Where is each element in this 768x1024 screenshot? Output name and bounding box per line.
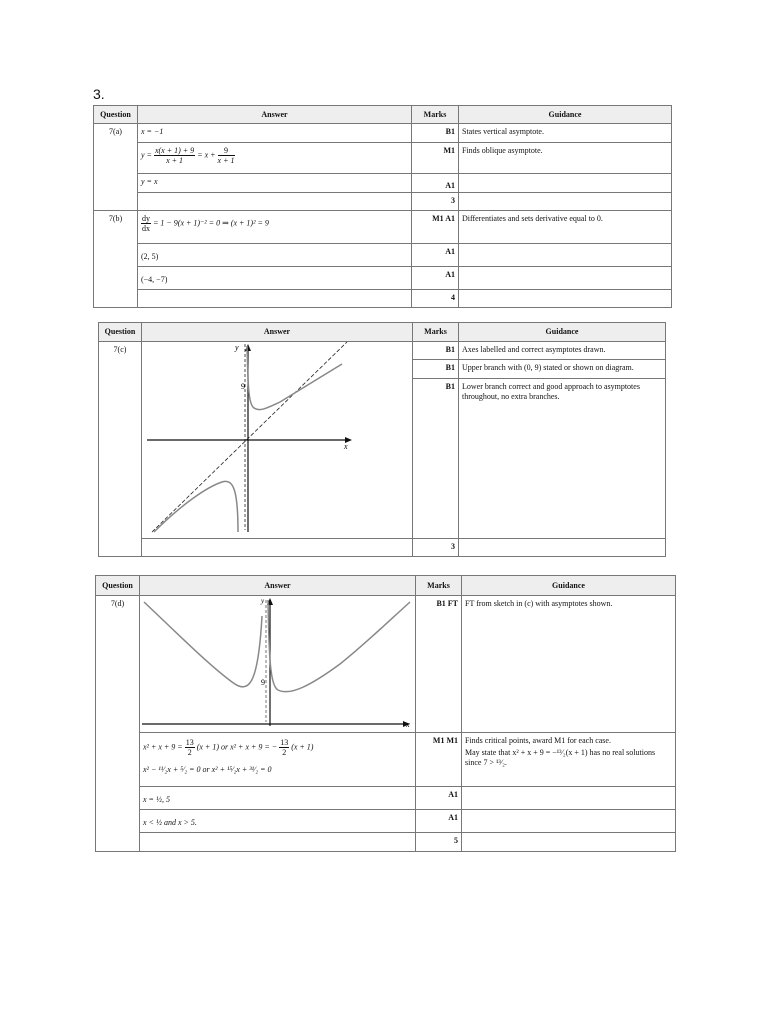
fraction: $\frac{dy}{dx}$ xyxy=(142,214,150,233)
answer-cell: x = −1 xyxy=(138,124,412,143)
answer-cell: x = ½, 5 xyxy=(140,787,416,810)
table-row xyxy=(94,211,672,244)
question-label-7a: 7(a) xyxy=(94,124,138,211)
guidance-cell xyxy=(459,539,666,557)
fraction: $\frac{x(x + 1) + 9}{x + 1}$ xyxy=(154,146,195,165)
answer-cell xyxy=(138,193,412,211)
header-answer: Answer xyxy=(140,576,416,596)
header-guidance: Guidance xyxy=(459,323,666,342)
fraction: $\frac{9}{x + 1}$ xyxy=(217,146,235,165)
marks-cell: M1 M1 xyxy=(416,733,462,787)
answer-cell: x² + x + 9 = $\frac{13}{2}$ (x + 1) or x² + x + 9 = − $\frac{13}{2}$ (x + 1) x² − ¹¹⁄₂x + ⁵⁄₂ = 0 or x² + ¹⁵⁄₂x + ³¹⁄₂ = 0 xyxy=(140,733,416,787)
guidance-cell: Lower branch correct and good approach to asymptotes throughout, no extra branches. xyxy=(459,379,666,539)
guidance-cell: Differentiates and sets derivative equal to 0. xyxy=(459,211,672,244)
markscheme-table-ab xyxy=(93,105,672,308)
marks-total: 5 xyxy=(416,833,462,852)
guidance-cell: States vertical asymptote. xyxy=(459,124,672,143)
guidance-cell xyxy=(462,810,676,833)
y-axis-arrow-icon xyxy=(245,344,251,351)
fraction: $\frac{13}{2}$ xyxy=(185,738,194,757)
answer-cell: y = $\frac{x(x + 1) + 9}{x + 1}$ = x + $\frac{9}{x + 1}$ xyxy=(138,143,412,174)
marks-cell: A1 xyxy=(412,174,459,193)
y-intercept-label: 9 xyxy=(241,382,245,391)
marks-cell: B1 xyxy=(413,342,459,360)
guidance-cell: FT from sketch in (c) with asymptotes shown. xyxy=(462,596,676,733)
graph-cell-c xyxy=(142,342,413,539)
marks-cell: M1 A1 xyxy=(412,211,459,244)
guidance-cell: Finds critical points, award M1 for each case. May state that x² + x + 9 = −¹³⁄₂(x + 1) has no real solutions since 7 > ¹³⁄₂. xyxy=(462,733,676,787)
table-row xyxy=(94,290,672,308)
table-row xyxy=(96,596,676,733)
answer-cell xyxy=(138,290,412,308)
question-number: 3. xyxy=(93,86,105,102)
guidance-cell: Upper branch with (0, 9) stated or shown on diagram. xyxy=(459,360,666,379)
markscheme-table-d xyxy=(95,575,676,852)
table-row xyxy=(99,342,666,360)
marks-cell: B1 FT xyxy=(416,596,462,733)
guidance-cell xyxy=(459,244,672,267)
graph-cell-d xyxy=(140,596,416,733)
table-row xyxy=(94,193,672,211)
table-row xyxy=(96,787,676,810)
header-question: Question xyxy=(94,106,138,124)
markscheme-table-c xyxy=(98,322,666,557)
header-question: Question xyxy=(99,323,142,342)
table-row xyxy=(96,810,676,833)
answer-cell: (−4, −7) xyxy=(138,267,412,290)
guidance-cell: Axes labelled and correct asymptotes drawn. xyxy=(459,342,666,360)
question-label-7d: 7(d) xyxy=(96,596,140,852)
header-guidance: Guidance xyxy=(462,576,676,596)
marks-cell: M1 xyxy=(412,143,459,174)
marks-total: 3 xyxy=(412,193,459,211)
x-axis-label: x xyxy=(344,442,348,451)
table-row xyxy=(99,539,666,557)
answer-cell xyxy=(142,539,413,557)
answer-cell xyxy=(140,833,416,852)
header-marks: Marks xyxy=(416,576,462,596)
table-row xyxy=(94,244,672,267)
table-row xyxy=(94,267,672,290)
guidance-cell xyxy=(459,290,672,308)
x-axis-label: x xyxy=(406,720,410,729)
guidance-cell xyxy=(459,267,672,290)
header-answer: Answer xyxy=(142,323,413,342)
sketch-graph-d xyxy=(140,596,416,732)
upper-branch-curve xyxy=(247,346,342,410)
marks-cell: B1 xyxy=(413,360,459,379)
marks-cell: A1 xyxy=(416,787,462,810)
table-row xyxy=(94,174,672,193)
marks-cell: A1 xyxy=(412,267,459,290)
guidance-cell xyxy=(459,193,672,211)
marks-cell: A1 xyxy=(416,810,462,833)
oblique-asymptote xyxy=(152,342,347,532)
table-row xyxy=(96,733,676,787)
marks-total: 3 xyxy=(413,539,459,557)
marks-cell: A1 xyxy=(412,244,459,267)
sketch-graph-c xyxy=(142,342,413,538)
y-axis-label: y xyxy=(235,343,239,352)
marks-total: 4 xyxy=(412,290,459,308)
fraction: $\frac{13}{2}$ xyxy=(280,738,289,757)
marks-cell: B1 xyxy=(413,379,459,539)
answer-cell: $\frac{dy}{dx}$ = 1 − 9(x + 1)⁻² = 0 ⇒ (x + 1)² = 9 xyxy=(138,211,412,244)
header-answer: Answer xyxy=(138,106,412,124)
table-row xyxy=(94,124,672,143)
guidance-cell xyxy=(462,833,676,852)
marks-cell: B1 xyxy=(412,124,459,143)
header-marks: Marks xyxy=(412,106,459,124)
header-marks: Marks xyxy=(413,323,459,342)
table-row xyxy=(94,143,672,174)
y-intercept-label: 9 xyxy=(261,678,265,687)
table-row xyxy=(96,833,676,852)
guidance-cell xyxy=(459,174,672,193)
guidance-cell: Finds oblique asymptote. xyxy=(459,143,672,174)
question-label-7c: 7(c) xyxy=(99,342,142,557)
answer-cell: (2, 5) xyxy=(138,244,412,267)
answer-cell: x < ½ and x > 5. xyxy=(140,810,416,833)
answer-cell: y = x xyxy=(138,174,412,193)
left-branch-curve xyxy=(144,602,262,687)
header-question: Question xyxy=(96,576,140,596)
header-guidance: Guidance xyxy=(459,106,672,124)
question-label-7b: 7(b) xyxy=(94,211,138,308)
right-branch-curve xyxy=(268,600,410,692)
guidance-cell xyxy=(462,787,676,810)
y-axis-label: y xyxy=(261,597,265,605)
